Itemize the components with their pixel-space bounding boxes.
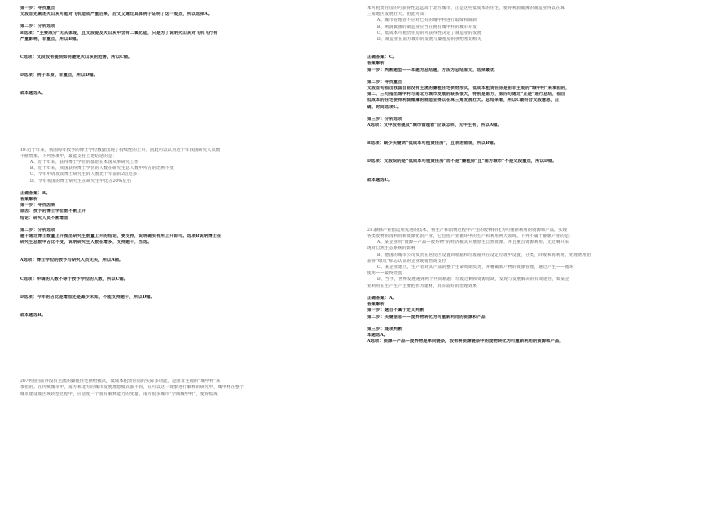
option-analysis: B选项：“主要成分”无从体现，且文段提及火山灰中含有二氧化硅，只是为了说明火山灰对飞机飞行有	[20, 30, 218, 36]
step-heading: 第一步：寻找因果	[20, 203, 56, 209]
paragraph: 文段首句指出我国目前没有主流的廉租住宅供给形式，低成本租赁住房是由非主观的“城中村”来承担的，	[367, 86, 570, 92]
question-stem: 不断增加。下列各项中，最能支持上述结论的是：	[20, 153, 117, 159]
paragraph: 确，时间选项C。	[367, 104, 402, 110]
option-analysis: C选项：申请的人数不等于授予学位的人数，所以C错。	[20, 276, 128, 282]
step-heading: 第二步：分析选项	[20, 227, 56, 233]
option: B、近十年来，我国获得博士学位的人数在研究生总人数中所占的比例不变	[30, 166, 174, 172]
step-heading: 第二步：寻找重点	[367, 79, 403, 85]
option-analysis: B选项：缺少关键词“低成本可租赁住房”，且表述错误，所以B错。	[367, 141, 499, 147]
question-stem: 20.中国目前并没有主流的廉租住宅供给模式，低成本租赁住房的实际多功能，是由非主观的“城中村”来	[20, 379, 221, 385]
option: C、某企业建立，生产者对其产品的整个生命周期负责，并精确新产物的资源管理，通过产生——循环	[377, 265, 574, 271]
option: C、低成本可租赁住房的可获得性决定了制造业的发展	[377, 30, 482, 36]
paragraph: 第二、三句指出城中村与南北方城市发展的联系很大，特别是南方，第四句通过“正是”进行总结，指出	[367, 92, 566, 98]
answer-line: 本题选A。	[367, 332, 388, 338]
cause-line: 原因：授予的博士学位数不断上升	[20, 209, 86, 215]
question-stem: 城市建设或区域转型过程中，应适度一个很有解释能力的变量，南方很多城市“空闲城中村”，使得低成	[20, 391, 218, 397]
option: D、制造业在南方城市的发展与廉租房的供给密切相关	[377, 37, 482, 43]
option: B、利润微薄的制造业应当在拥有城中村的城市开发	[377, 24, 477, 30]
question-stem: 承担的。在传统城市中，南方和北方的城市发展理想模式都不同，在可以这一现象进行解释的研究中，城中村在整个	[20, 385, 244, 391]
step-heading: 第三步：逐项判断	[367, 326, 403, 332]
option-analysis: D选项：例子本身，非重点，所以D错。	[20, 73, 98, 79]
result-line: 结论：研究人员不断增加	[20, 215, 69, 221]
option: A、近十年来，获得博士学位的都留在本国从事研究工作	[30, 160, 139, 166]
option: C、今年申请攻读博士研究生的人数比十年前的2倍还多	[30, 172, 138, 178]
question-stem: 各类废物的再利用和资源化的产业，它包括产业循环中的生产和利用两大领域。下列不属于静脉产业的是：	[367, 234, 574, 240]
option-analysis: A选项：文中没有提及“城市管理者”应该怎样，无中生有，所以A错。	[367, 123, 502, 129]
option: 业利用在生产生产主要把作为建材，具有较好的治理效果	[367, 283, 477, 289]
option: D、当今，世界发展遇到两个共同难题：垃圾过剩和资源短缺，发现与发展解决的有效途径，如某企	[377, 277, 570, 283]
option-analysis: C选项：文段没有提到如何避免火山灰的危害，所以C错。	[20, 55, 133, 61]
option-analysis: D选项：今年的占比是增加还是减少未知，不能支持题干，所以D错。	[20, 294, 155, 300]
left-column	[20, 6, 360, 398]
option: 使用——最终处置	[367, 271, 403, 277]
option-analysis: D选项：文段说的是“低成本可租赁住房”而不是“廉租房”且“南方城市”不是文段重点，所以D错。	[367, 159, 557, 165]
option-analysis: 严重影响，非重点，所以B错。	[20, 36, 81, 42]
step-heading: 第二步：分析选项	[20, 24, 56, 30]
correct-answer: 正确答案：A。	[367, 295, 397, 301]
option: A、某企业用“资源—产品—废弃物”的经济模式开展原生自然资源，并且重点资源利用、无过剩开采	[377, 240, 570, 246]
explanation-label: 答案解析	[367, 302, 385, 308]
answer-line: 故本题选B。	[20, 313, 46, 319]
question-stem: 三角地区发展壮大。由此可知：	[367, 12, 429, 18]
step-heading: 第三步：分析选项	[367, 116, 403, 122]
correct-answer: 正确答案：B。	[20, 190, 51, 196]
step-heading: 第一步：判断题型——本题为总结题，方法为总结原文，选择最优	[367, 67, 495, 73]
option: D、今年我国的博士研究生在研究生中比占20%左右	[30, 178, 132, 184]
option: 现对自然生态系统的影响	[367, 246, 416, 252]
explanation-label: 答案解析	[367, 61, 385, 67]
option: B、德国的城市公司负责在居民区设置回收箱和垃圾箱并在设定垃圾中设置，分类，回收和再利用，处理费用由	[377, 252, 591, 258]
option: A、城市管理者不应对已有的城中村进行取缔和限制	[377, 18, 477, 24]
paragraph: 研究生总数中占比不变，说明研究生人数在增多，支持题干，当选。	[20, 240, 152, 246]
option-analysis: A选项：资源—产品—废弃物是单向链条，没有将资源链条中的废物转化为可重新利用的资源和产品，	[367, 339, 564, 345]
explanation-label: 答案解析	[20, 197, 38, 203]
step-heading: 第一步：题目不属于定义判断	[367, 308, 425, 314]
answer-line: 故本题选C。	[367, 177, 393, 183]
correct-answer: 正确答案：C。	[367, 55, 397, 61]
option-analysis: A选项：博士学位的授予与研究人员无关，所以A错。	[20, 258, 124, 264]
answer-line: 故本题选A。	[20, 91, 46, 97]
paragraph: 题干通过博士数量上升推出研究生数量上升的结论，要支持，说明确实有所上升即可。选项B说明博士在	[20, 234, 222, 240]
question-stem: 21.静脉产业指运用先进的技术，将生产和消费过程中产生的废物转化为可重新利用的资源和产品，实现	[367, 227, 568, 233]
step-heading: 第二步：关键信息——废弃物转化为可重新利用的资源和产品	[367, 314, 486, 320]
step-heading: 第一步：寻找重点	[20, 6, 56, 11]
question-stem: 19.近十年来，我国每年授予的博士学位数量出现了持续性的上升，因此可以认为近十年我国研究人员数	[20, 147, 221, 153]
question-stem: 本可租赁住房的可获得性远远高于北方城市，正是这些低成本的住宅，使得利润微薄的制造业得以在珠	[367, 6, 565, 11]
option: 获得“绿点”标志认证的企业或销售商支付	[367, 258, 447, 264]
right-column	[367, 6, 707, 345]
paragraph: 低成本的住宅使得利润微薄的制造业得以在珠三角发展壮大。总结来看，所以C最符合文段意思，正	[367, 98, 560, 104]
paragraph: 文段首先阐述火山灰可能对飞机造成严重后果，后文又通过具体例子证明了这一观点，所以选择A。	[20, 12, 213, 18]
